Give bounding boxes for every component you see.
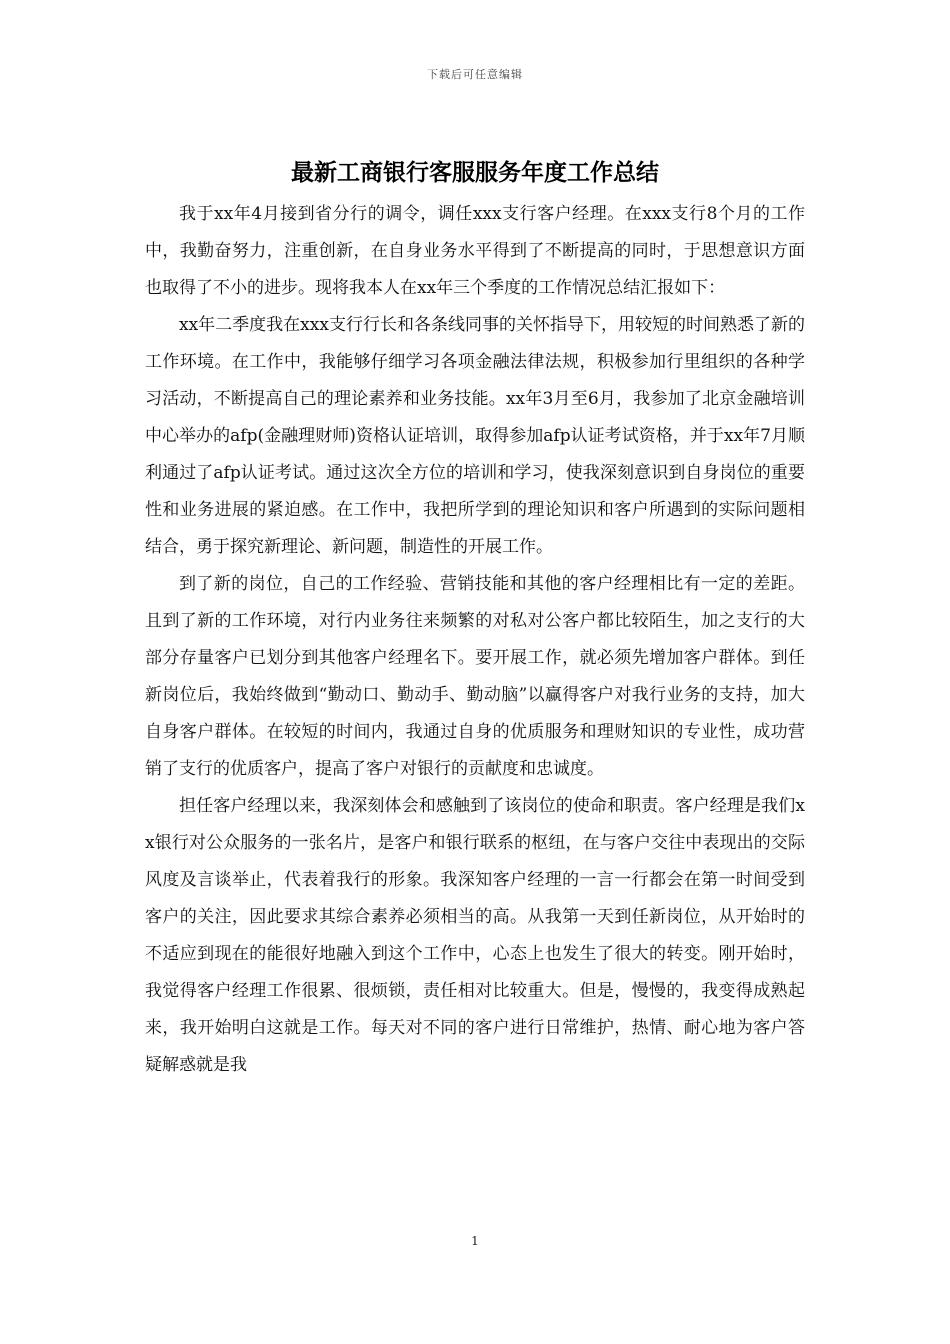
page-number: 1 [471, 1234, 479, 1248]
document-body [145, 196, 805, 1084]
document-title: 最新工商银行客服服务年度工作总结 [291, 160, 659, 186]
paragraph-1: 我于xx年4月接到省分行的调令，调任xxx支行客户经理。在xxx支行8个月的工作中，我勤奋努力，注重创新，在自身业务水平得到了不断提高的同时，于思想意识方面也取得了不小的进步。现将我本人在xx年三个季度的工作情况总结汇报如下： [145, 204, 805, 298]
paragraph-3: 到了新的岗位，自己的工作经验、营销技能和其他的客户经理相比有一定的差距。且到了新的工作环境，对行内业务往来频繁的对私对公客户都比较陌生，加之支行的大部分存量客户已划分到其他客户经理名下。要开展工作，就必须先增加客户群体。到任新岗位后，我始终做到“勤动口、勤动手、勤动脑”以赢得客户对我行业务的支持，加大自身客户群体。在较短的时间内，我通过自身的优质服务和理财知识的专业性，成功营销了支行的优质客户，提高了客户对银行的贡献度和忠诚度。 [145, 574, 805, 779]
paragraph-4: 担任客户经理以来，我深刻体会和感触到了该岗位的使命和职责。客户经理是我们xx银行对公众服务的一张名片，是客户和银行联系的枢纽，在与客户交往中表现出的交际风度及言谈举止，代表着我行的形象。我深知客户经理的一言一行都会在第一时间受到客户的关注，因此要求其综合素养必须相当的高。从我第一天到任新岗位，从开始时的不适应到现在的能很好地融入到这个工作中，心态上也发生了很大的转变。刚开始时，我觉得客户经理工作很累、很烦锁，责任相对比较重大。但是，慢慢的，我变得成熟起来，我开始明白这就是工作。每天对不同的客户进行日常维护，热情、耐心地为客户答疑解惑就是我 [145, 796, 805, 1075]
page-header-note: 下载后可任意编辑 [427, 68, 523, 81]
paragraph-2: xx年二季度我在xxx支行行长和各条线同事的关怀指导下，用较短的时间熟悉了新的工作环境。在工作中，我能够仔细学习各项金融法律法规，积极参加行里组织的各种学习活动，不断提高自己的理论素养和业务技能。xx年3月至6月，我参加了北京金融培训中心举办的afp(金融理财师)资格认证培训，取得参加afp认证考试资格，并于xx年7月顺利通过了afp认证考试。通过这次全方位的培训和学习，使我深刻意识到自身岗位的重要性和业务进展的紧迫感。在工作中，我把所学到的理论知识和客户所遇到的实际问题相结合，勇于探究新理论、新问题，制造性的开展工作。 [145, 315, 805, 557]
